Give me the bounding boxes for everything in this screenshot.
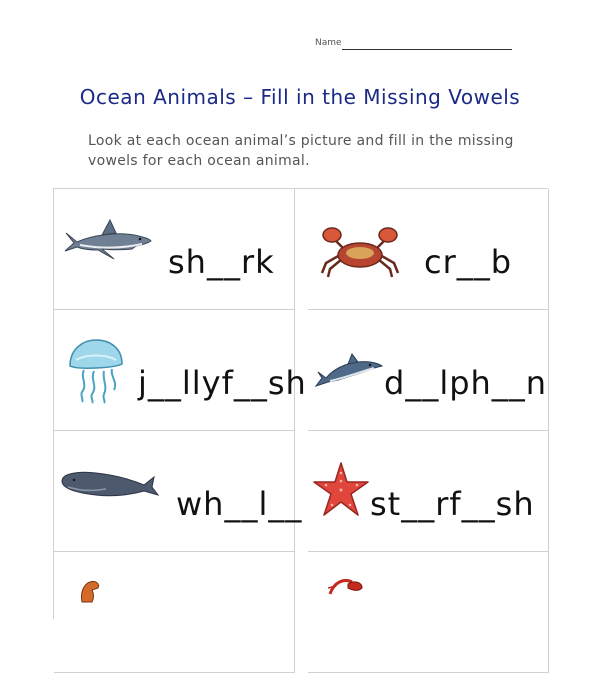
name-field xyxy=(315,38,515,54)
word-shark: sh__rk xyxy=(168,243,275,281)
worksheet-title: Ocean Animals – Fill in the Missing Vowels xyxy=(79,85,521,109)
jellyfish-icon xyxy=(66,338,126,404)
starfish-icon xyxy=(312,461,370,519)
cell-whale xyxy=(54,431,303,552)
shark-icon xyxy=(62,217,154,267)
instructions: Look at each ocean animal’s picture and fill in the missing vowels for each ocean animal. xyxy=(88,133,514,169)
word-whale: wh__l__ xyxy=(176,485,303,523)
cell-dolphin xyxy=(308,310,549,431)
whale-icon xyxy=(60,469,160,499)
cell-jellyfish xyxy=(54,310,307,431)
cell-starfish xyxy=(308,431,549,552)
dolphin-icon xyxy=(314,350,384,390)
cell-crab xyxy=(308,189,549,310)
name-label: Name xyxy=(315,38,342,48)
animal-grid xyxy=(53,188,548,619)
cell-seahorse xyxy=(54,552,295,673)
crab-icon xyxy=(320,223,400,279)
word-jellyfish: j__llyf__sh xyxy=(138,364,307,402)
word-starfish: st__rf__sh xyxy=(370,485,535,523)
word-crab: cr__b xyxy=(424,243,513,281)
name-line xyxy=(342,49,512,50)
word-dolphin: d__lph__n xyxy=(384,364,548,402)
cell-lobster xyxy=(308,552,549,673)
cell-shark xyxy=(54,189,295,310)
